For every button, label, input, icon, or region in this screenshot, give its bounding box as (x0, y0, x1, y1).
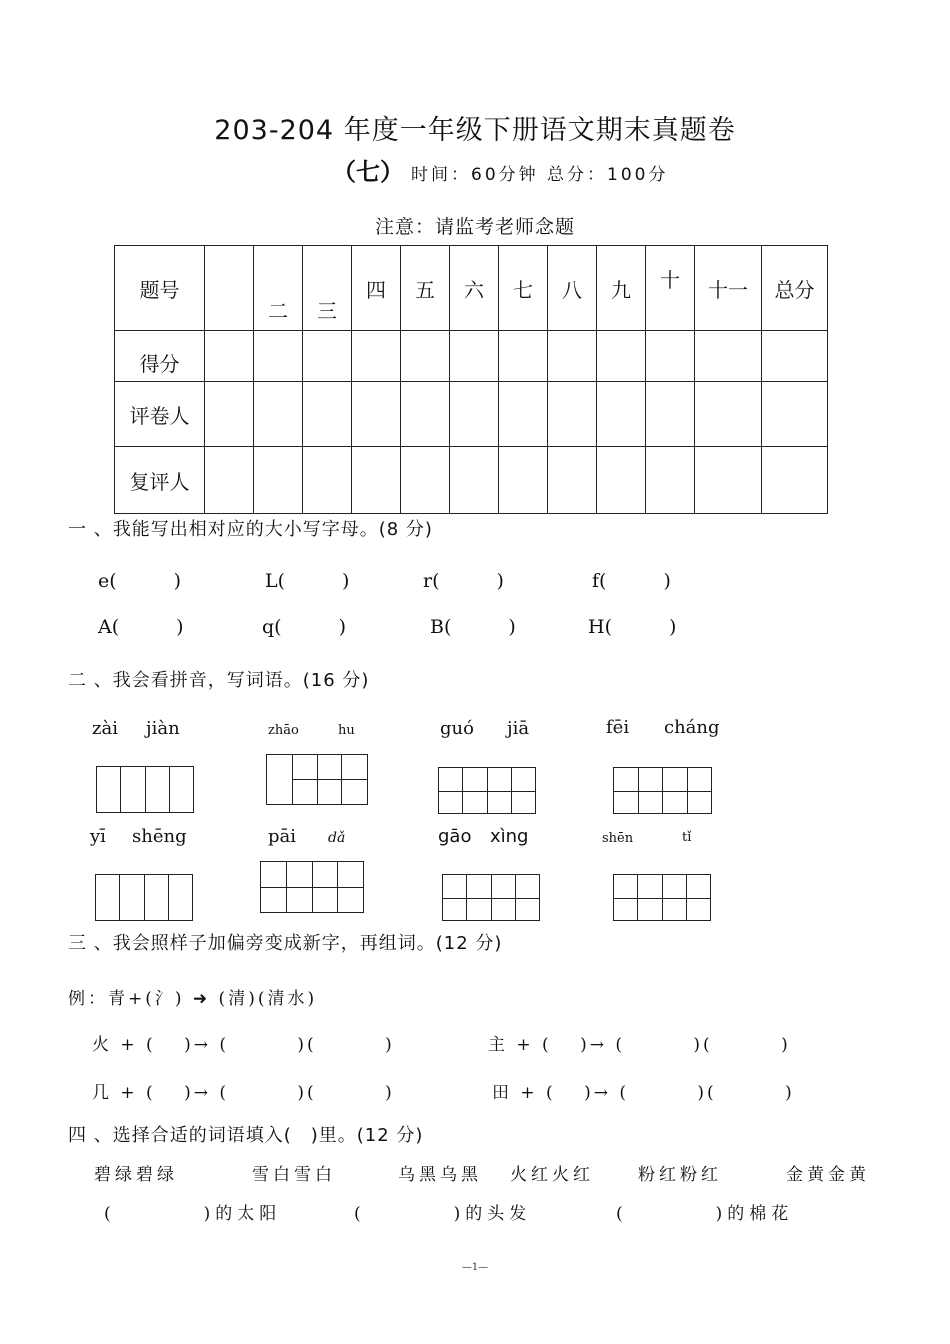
grid-cell[interactable] (146, 767, 170, 812)
score-cell (597, 382, 646, 447)
q3-item: 田 + ( )→ ( )( ) (492, 1083, 795, 1103)
grid-cell[interactable] (663, 875, 687, 920)
q4-word: 金黄金黄 (786, 1165, 870, 1185)
score-cell (401, 382, 450, 447)
score-cell (499, 382, 548, 447)
q1-item: A( ) (98, 616, 184, 638)
score-table (114, 245, 828, 514)
grid-cell[interactable] (516, 875, 539, 920)
q4-blank: ( )的太阳 (104, 1204, 282, 1224)
writing-grid[interactable] (260, 861, 364, 913)
header-cell: 十 (646, 246, 695, 331)
score-cell (450, 331, 499, 382)
q2-heading: 二 、我会看拼音，写词语。(16 分) (68, 670, 370, 691)
grid-cell[interactable] (342, 780, 367, 805)
score-cell (597, 331, 646, 382)
writing-grid[interactable] (266, 754, 368, 805)
q4-word: 雪白雪白 (252, 1165, 336, 1185)
reviewer-row (115, 447, 828, 514)
writing-grid[interactable] (613, 767, 712, 814)
grid-cell[interactable] (121, 767, 145, 812)
grid-cell-group[interactable] (293, 755, 367, 804)
header-cell: 题号 (115, 246, 205, 331)
q1-item: H( ) (588, 616, 677, 638)
score-cell (352, 382, 401, 447)
writing-grid[interactable] (438, 767, 536, 814)
score-cell (646, 382, 695, 447)
q4-word: 火红火红 (510, 1165, 594, 1185)
subtitle-info: 时间：60分钟 总分：100分 (411, 165, 669, 185)
pinyin: yī (90, 826, 106, 847)
row-label: 评卷人 (115, 382, 205, 447)
score-cell (695, 331, 762, 382)
q3-example: 例：青+(氵) ➜ (清)(清水) (68, 989, 318, 1009)
pinyin: cháng (664, 717, 720, 738)
score-cell (762, 382, 828, 447)
score-cell (499, 331, 548, 382)
q4-blank: ( )的头发 (354, 1204, 532, 1224)
writing-grid[interactable] (613, 874, 711, 921)
score-cell (548, 331, 597, 382)
grid-cell[interactable] (488, 768, 512, 813)
pinyin: pāi (268, 826, 297, 847)
grid-cell[interactable] (318, 755, 343, 780)
header-cell: 九 (597, 246, 646, 331)
q1-item: f( ) (592, 570, 671, 592)
score-cell (401, 331, 450, 382)
writing-grid[interactable] (96, 766, 194, 813)
score-cell (762, 447, 828, 514)
grid-cell[interactable] (145, 875, 169, 920)
pinyin: zhāo (268, 723, 299, 738)
score-cell (695, 382, 762, 447)
pinyin: jiā (507, 718, 530, 739)
q1-item: e( ) (98, 570, 182, 592)
score-cell (254, 382, 303, 447)
score-cell (352, 447, 401, 514)
score-table-header-row (115, 246, 828, 331)
pinyin: tǐ (682, 830, 692, 845)
q3-item: 火 + ( )→ ( )( ) (92, 1035, 395, 1055)
score-cell (499, 447, 548, 514)
header-cell: 五 (401, 246, 450, 331)
grid-cell[interactable] (169, 875, 192, 920)
grid-cell[interactable] (318, 780, 343, 805)
notice: 注意：请监考老师念题 (374, 216, 575, 238)
grid-cell[interactable] (614, 875, 638, 920)
pinyin: dǎ (328, 830, 346, 846)
grid-cell[interactable] (261, 862, 287, 912)
grid-cell[interactable] (688, 768, 712, 813)
q1-item: B( ) (430, 616, 516, 638)
grid-cell[interactable] (639, 768, 664, 813)
score-cell (695, 447, 762, 514)
score-row (115, 331, 828, 382)
score-cell (303, 447, 352, 514)
q1-item: q( ) (262, 616, 346, 638)
page-number: —1— (461, 1262, 489, 1273)
writing-grid[interactable] (442, 874, 540, 921)
grid-cell[interactable] (338, 862, 363, 912)
score-cell (597, 447, 646, 514)
grid-cell[interactable] (463, 768, 487, 813)
score-cell (450, 447, 499, 514)
header-cell: 七 (499, 246, 548, 331)
header-cell: 二 (254, 246, 303, 331)
grid-cell[interactable] (439, 768, 463, 813)
row-label: 得分 (115, 331, 205, 382)
score-cell (205, 382, 254, 447)
subtitle-paren: （七） (332, 158, 404, 186)
score-cell (762, 331, 828, 382)
row-label: 复评人 (115, 447, 205, 514)
grid-cell[interactable] (663, 768, 688, 813)
q1-item: r( ) (423, 570, 504, 592)
pinyin: xìng (490, 826, 529, 847)
score-cell (254, 447, 303, 514)
header-cell: 三 (303, 246, 352, 331)
writing-grid[interactable] (95, 874, 193, 921)
score-cell (254, 331, 303, 382)
grid-cell[interactable] (512, 768, 535, 813)
grid-cell[interactable] (267, 755, 293, 804)
grid-cell[interactable] (492, 875, 516, 920)
pinyin: jiàn (146, 718, 180, 739)
pinyin: guó (440, 718, 474, 739)
grid-cell[interactable] (614, 768, 639, 813)
grid-cell[interactable] (96, 875, 120, 920)
header-cell: 总分 (762, 246, 828, 331)
q1-heading: 一 、我能写出相对应的大小写字母。(8 分) (68, 519, 433, 540)
grader-row (115, 382, 828, 447)
q4-word: 乌黑乌黑 (398, 1165, 482, 1185)
score-cell (205, 331, 254, 382)
q3-heading: 三 、我会照样子加偏旁变成新字，再组词。(12 分) (68, 933, 503, 954)
score-cell (205, 447, 254, 514)
pinyin: gāo (438, 826, 472, 847)
pinyin: shēng (132, 826, 187, 847)
grid-cell[interactable] (170, 767, 193, 812)
grid-cell[interactable] (120, 875, 144, 920)
score-cell (646, 331, 695, 382)
header-cell: 十一 (695, 246, 762, 331)
score-cell (548, 382, 597, 447)
q3-item: 主 + ( )→ ( )( ) (488, 1035, 791, 1055)
grid-cell[interactable] (342, 755, 367, 780)
score-cell (450, 382, 499, 447)
q3-item: 几 + ( )→ ( )( ) (92, 1083, 395, 1103)
header-cell (205, 246, 254, 331)
score-cell (352, 331, 401, 382)
pinyin: hu (338, 723, 355, 738)
score-cell (548, 447, 597, 514)
page-title: 203-204 年度一年级下册语文期末真题卷 (214, 115, 736, 146)
q4-blank: ( )的棉花 (616, 1204, 794, 1224)
grid-cell[interactable] (313, 862, 339, 912)
grid-cell[interactable] (443, 875, 467, 920)
q4-word: 粉红粉红 (638, 1165, 722, 1185)
grid-cell[interactable] (287, 862, 313, 912)
score-cell (401, 447, 450, 514)
score-cell (303, 382, 352, 447)
q4-heading: 四 、选择合适的词语填入( )里。(12 分) (68, 1125, 424, 1146)
header-cell: 六 (450, 246, 499, 331)
grid-cell[interactable] (467, 875, 491, 920)
grid-cell[interactable] (293, 780, 318, 805)
q1-item: L( ) (265, 570, 350, 592)
grid-cell[interactable] (293, 755, 318, 780)
header-cell: 四 (352, 246, 401, 331)
score-cell (646, 447, 695, 514)
grid-cell[interactable] (638, 875, 662, 920)
pinyin: shēn (602, 831, 634, 846)
score-cell (303, 331, 352, 382)
grid-cell[interactable] (97, 767, 121, 812)
pinyin: fēi (606, 717, 630, 738)
pinyin: zài (92, 718, 118, 739)
grid-cell[interactable] (687, 875, 710, 920)
header-cell: 八 (548, 246, 597, 331)
q4-word: 碧绿碧绿 (94, 1165, 178, 1185)
